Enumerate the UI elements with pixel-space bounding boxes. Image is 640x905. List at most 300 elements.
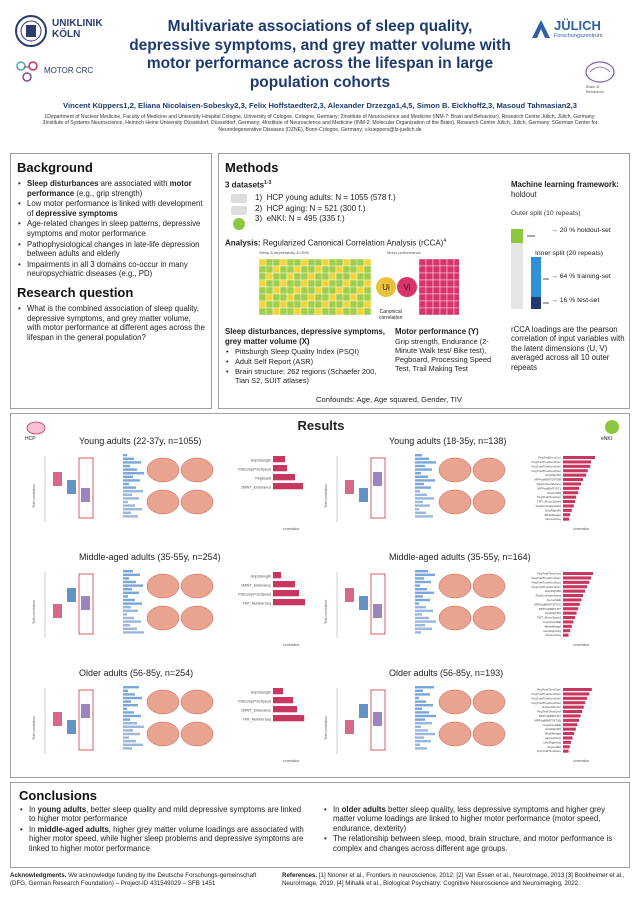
x-matrix-cell [336, 273, 343, 280]
motor-loading-label: PegTrailTimeNonDom [531, 580, 561, 585]
x-loading-bar [415, 476, 428, 478]
y-matrix-cell [447, 301, 454, 308]
y-matrix-cell [433, 273, 440, 280]
title-line-2: depressive symptoms, and grey matter volume with [129, 36, 511, 54]
x-loading-bar [123, 704, 138, 706]
x-matrix-cell [287, 294, 294, 301]
x-loading-bar [123, 747, 132, 749]
conclusions-left [19, 805, 309, 854]
x-loading-bar [415, 736, 424, 738]
x-matrix-cell [273, 301, 280, 308]
result-figure [323, 564, 611, 664]
x-loading-bar [415, 718, 425, 720]
x-matrix-cell [266, 259, 273, 266]
x-matrix-cell [301, 273, 308, 280]
x-matrix-cell [315, 266, 322, 273]
x-matrix-cell [322, 287, 329, 294]
research-question-list [17, 304, 205, 342]
x-matrix-cell [301, 266, 308, 273]
x-matrix-cell [266, 273, 273, 280]
x-matrix-cell [308, 308, 315, 315]
title-line-1: Multivariate associations of sleep quality, [167, 18, 473, 35]
y-matrix-cell [419, 266, 426, 273]
motor-loading-label: PegGripLeftAction [536, 482, 561, 487]
motor-loading-bar [273, 590, 299, 596]
dataset-item: 3) eNKI: N = 495 (335 f.) [255, 214, 345, 223]
x-matrix-cell [280, 301, 287, 308]
result-figure [31, 680, 319, 780]
u-circle-label: Ui [382, 283, 390, 292]
boxplot-box [53, 472, 62, 486]
motor-crc-text: MOTOR CRC [44, 66, 94, 75]
motor-loading-label: PegTrailTimeNonDom [531, 460, 561, 465]
x-matrix-cell [336, 308, 343, 315]
x-matrix-cell [329, 287, 336, 294]
motor-loading-bar [563, 478, 583, 481]
x-loading-bar [415, 708, 422, 710]
x-loading-bar [415, 595, 423, 597]
y-matrix-cell [426, 301, 433, 308]
x-matrix-cell [280, 294, 287, 301]
x-loading-bar [123, 577, 129, 579]
x-loading-bar [415, 577, 424, 579]
x-matrix-cell [259, 259, 266, 266]
background-item: • Sleep disturbances are associated with motor performance (e.g., grip strength) [17, 179, 205, 198]
x-loading-bar [415, 715, 436, 717]
x-loading-bar [123, 711, 134, 713]
x-matrix-cell [273, 266, 280, 273]
x-matrix-cell [287, 273, 294, 280]
motor-loading-bar [563, 745, 570, 748]
x-matrix-cell [357, 294, 364, 301]
x-loading-bar [123, 501, 128, 503]
x-matrix-cell [336, 301, 343, 308]
hcp-logo-icon [231, 194, 247, 203]
title-line-4: population cohorts [249, 73, 391, 91]
background-item: • Age-related changes in sleep patterns, depressive symptoms and motor performance [17, 219, 205, 238]
x-loading-bar [415, 515, 433, 517]
x-matrix-cell [343, 259, 350, 266]
x-loading-bar [123, 718, 130, 720]
motor-loading-bar [563, 513, 570, 516]
brain-surface-icon [181, 722, 213, 746]
highlight-box [371, 458, 385, 518]
boxplot-box [373, 472, 382, 486]
x-matrix-cell [364, 301, 371, 308]
motor-loading-label: 2MWT_Endurance [241, 708, 271, 713]
motor-loading-bar [273, 599, 305, 605]
background-panel [10, 153, 212, 409]
inner-split-label: Inner split (20 repeats) [535, 250, 604, 257]
x-loading-bar [415, 501, 423, 503]
holdout-label: → 20 % holdout-set [551, 227, 611, 234]
motor-xlabel: correlation [283, 759, 300, 763]
y-matrix-cell [454, 273, 459, 280]
rcca-note: rCCA loadings are the pearson correlation of input variables with the latent dimensions (U, V) averaged across all 10 outer repeats [511, 325, 625, 372]
x-matrix-cell [273, 287, 280, 294]
x-loading-bar [415, 588, 427, 590]
x-matrix-cell [273, 280, 280, 287]
x-matrix-cell [336, 259, 343, 266]
hcp-brain-icon [25, 420, 47, 436]
test-label: → 16 % test-set [551, 297, 600, 304]
analysis-line: Analysis: Regularized Canonical Correlation Analysis (rCCA)$^4$ [225, 238, 447, 248]
x-matrix-cell [357, 308, 364, 315]
x-loading-bar [415, 711, 429, 713]
x-loading-bar [123, 461, 141, 463]
x-matrix-cell [287, 308, 294, 315]
x-list [225, 347, 390, 386]
x-matrix-cell [301, 294, 308, 301]
motor-loading-bar [563, 487, 579, 490]
x-loading-bar [123, 722, 137, 724]
methods-panel [218, 153, 630, 409]
y-matrix-cell [419, 287, 426, 294]
y-matrix-cell [447, 287, 454, 294]
motor-loading-bar [563, 465, 590, 468]
x-matrix-cell [343, 287, 350, 294]
boxplot-box [67, 588, 76, 602]
result-panel-title: Older adults (56-85y, n=254) [79, 668, 194, 678]
x-matrix-cell [266, 287, 273, 294]
x-matrix-cell [336, 287, 343, 294]
x-matrix-cell [364, 308, 371, 315]
affiliations: 1Department of Nuclear Medicine, Faculty of Medicine and University Hospital Cologne, University of Cologne, Cologne, Germany; 2Institute of Neuroscience and Medicine (INM-7: Brain and Behaviour), Research Centre Jülich, Jülich, Germany; 3Institute of Systems Neuroscience, Heinrich Heine University Düsseldorf, Düsseldorf, Germany; 4Institute of Neuroscience and Medicine (INM-2: Molecular Organization of the Brain), Research Centre Jülich, Jülich, Germany; 5German Center for Neurodegenerative Diseases (DZNE), Bonn-Cologne, Germany; v.kueppers@fz-juelich.de [42, 114, 598, 133]
motor-loading-bar [563, 598, 581, 601]
boxplot-box [81, 596, 90, 610]
x-matrix-cell [336, 266, 343, 273]
result-panel [323, 668, 611, 780]
x-loading-bar [123, 458, 134, 460]
x-loading-bar [123, 729, 133, 731]
datasets-list [255, 193, 396, 225]
x-matrix-cell [280, 280, 287, 287]
motor-loading-bar [563, 692, 589, 695]
x-loading-bar [123, 479, 140, 481]
motor-loading-label: GripRightAvg [543, 628, 561, 633]
x-matrix-cell [322, 273, 329, 280]
motor-loading-label: GripLeft60 [546, 490, 561, 495]
x-matrix-cell [350, 308, 357, 315]
motor-loading-label: Pegboard [255, 476, 271, 481]
hcp-label: HCP [25, 436, 36, 442]
x-matrix-cell [308, 294, 315, 301]
x-loading-bar [123, 570, 133, 572]
result-panel-title: Middle-aged adults (35-55y, n=164) [389, 552, 531, 562]
x-matrix-cell [259, 301, 266, 308]
x-matrix-cell [287, 280, 294, 287]
motor-loading-bar [273, 483, 303, 489]
conclusion-item: • In older adults better sleep quality, less depressive symptoms and higher grey matter volume loadings are linked to higher motor performance (motor speed, endurance, dexterity) [323, 805, 623, 833]
x-matrix-cell [329, 301, 336, 308]
motor-loading-bar [563, 474, 586, 477]
x-loading-bar [123, 595, 128, 597]
x-matrix-cell [273, 294, 280, 301]
x-matrix-cell [287, 287, 294, 294]
x-matrix-cell [322, 294, 329, 301]
y-title: Motor performance (Y) [395, 327, 479, 336]
y-matrix-cell [426, 259, 433, 266]
motor-loading-bar [563, 625, 572, 628]
x-loading-bar [415, 581, 431, 583]
motor-loading-bar [563, 728, 576, 731]
enki-logo-icon [233, 218, 245, 230]
x-loading-bar [123, 602, 142, 604]
dataset-logos [229, 192, 251, 232]
x-matrix-cell [357, 266, 364, 273]
motor-loading-bar [563, 714, 581, 717]
result-figure [323, 680, 611, 780]
brain-surface-icon [181, 490, 213, 514]
conclusions-right [323, 805, 623, 854]
x-loading-bar [123, 693, 135, 695]
boxplot-box [373, 712, 382, 726]
y-matrix-cell [419, 280, 426, 287]
conclusions-panel [10, 782, 630, 868]
y-matrix-cell [433, 266, 440, 273]
y-matrix-cell [426, 280, 433, 287]
result-panel-title: Older adults (56-85y, n=193) [389, 668, 504, 678]
x-loading-bar [123, 733, 140, 735]
motor-loading-label: 2MWT_Endurance [241, 583, 271, 588]
x-loading-bar [123, 581, 136, 583]
x-matrix-cell [294, 273, 301, 280]
x-matrix-cell [322, 308, 329, 315]
x-matrix-cell [273, 259, 280, 266]
x-loading-bar [123, 715, 141, 717]
x-matrix-cell [315, 294, 322, 301]
dataset-item: 2) HCP aging: N = 521 (300 f.) [255, 203, 366, 213]
background-item: • Low motor performance is linked with development of depressive symptoms [17, 199, 205, 218]
y-matrix-cell [454, 280, 459, 287]
x-matrix-cell [259, 273, 266, 280]
motor-loading-label: PegTrailTimeDom [537, 495, 561, 500]
x-loading-bar [415, 512, 426, 514]
boxplot-box [359, 596, 368, 610]
x-loading-bar [123, 486, 136, 488]
x-title: Sleep disturbances, depressive symptoms, grey matter volume (X) [225, 327, 385, 346]
motor-loading-label: CognitiveSEE [542, 722, 561, 727]
y-matrix-cell [454, 259, 459, 266]
x-loading-bar [123, 708, 127, 710]
x-matrix-cell [266, 266, 273, 273]
brain-surface-icon [147, 490, 179, 514]
motor-loading-label: MPPcallBMT-RT1 [537, 486, 561, 491]
x-matrix-cell [329, 259, 336, 266]
x-matrix-cell [301, 301, 308, 308]
x-loading-bar [415, 602, 419, 604]
result-figure [31, 448, 319, 548]
motor-loading-bar [563, 612, 577, 615]
motor-loading-label: TMT_MotorSpeed [536, 499, 561, 504]
motor-loading-label: GripLeftAvg [545, 517, 561, 522]
x-loading-bar [415, 620, 436, 622]
x-matrix-cell [350, 301, 357, 308]
result-panel-title: Young adults (22-37y, n=1055) [79, 436, 202, 446]
x-matrix-cell [259, 280, 266, 287]
motor-loading-bar [563, 581, 589, 584]
motor-loading-bar [563, 482, 581, 485]
boxplot-box [81, 704, 90, 718]
enki-brain-icon [603, 418, 621, 436]
x-matrix-cell [280, 266, 287, 273]
motor-loading-bar [563, 719, 579, 722]
brain-surface-icon [181, 690, 213, 714]
x-matrix-cell [329, 273, 336, 280]
y-matrix-cell [440, 301, 447, 308]
x-matrix-cell [273, 308, 280, 315]
x-matrix-cell [343, 308, 350, 315]
x-matrix-cell [287, 301, 294, 308]
highlight-box [79, 690, 93, 750]
y-matrix-cell [440, 259, 447, 266]
background-item: • Pathophysiological changes in late-life depression between adults and elderly [17, 240, 205, 259]
x-loading-bar [415, 465, 425, 467]
v-circle-label: Vi [403, 283, 411, 292]
x-matrix-cell [364, 280, 371, 287]
y-matrix-cell [454, 308, 459, 315]
x-loading-bar [415, 704, 433, 706]
motor-loading-bar [563, 607, 578, 610]
brain-surface-icon [473, 606, 505, 630]
x-matrix-cell [364, 294, 371, 301]
x-matrix-cell [280, 273, 287, 280]
motor-loading-label: MPPcallBMTDF70B [534, 477, 561, 482]
x-loading-bar [123, 700, 131, 702]
motor-loading-label: 2MWT_Endurance [241, 485, 271, 490]
x-matrix-cell [364, 266, 371, 273]
x-matrix-cell [287, 259, 294, 266]
juelich-sub: Forschungszentrum [554, 33, 603, 39]
results-title: Results [297, 418, 345, 433]
x-loading-bar [415, 697, 419, 699]
x-loading-bar [415, 747, 427, 749]
motor-loading-bar [563, 500, 575, 503]
x-loading-bar [415, 486, 431, 488]
confounds: Confounds: Age, Age squared, Gender, TIV [316, 395, 462, 404]
brain-surface-icon [147, 574, 179, 598]
y-matrix-cell [426, 266, 433, 273]
motor-loading-bar [563, 750, 569, 753]
x-matrix-cell [357, 273, 364, 280]
uniklinik-text: UNIKLINIK KÖLN [52, 18, 103, 40]
y-matrix-cell [433, 259, 440, 266]
x-matrix-cell [343, 273, 350, 280]
brain-surface-icon [439, 490, 471, 514]
x-matrix-cell [343, 301, 350, 308]
x-matrix-cell [315, 273, 322, 280]
x-matrix-cell [364, 259, 371, 266]
x-loading-bar [415, 490, 420, 492]
boxplot-box [373, 604, 382, 618]
motor-xlabel: correlation [283, 643, 300, 647]
x-loading-bar [415, 468, 432, 470]
motor-loading-label: GripRight60 [544, 508, 561, 513]
y-matrix-cell [447, 308, 454, 315]
x-matrix-cell [280, 287, 287, 294]
motor-loading-label: PegTrailDomCon [538, 455, 561, 460]
y-matrix-cell [419, 294, 426, 301]
motor-loading-bar [563, 518, 569, 521]
brain-surface-icon [181, 458, 213, 482]
x-matrix-cell [308, 259, 315, 266]
x-matrix-cell [364, 273, 371, 280]
motor-loading-bar [563, 572, 593, 575]
motor-loading-bar [563, 723, 577, 726]
brain-surface-icon [181, 606, 213, 630]
y-matrix-cell [440, 287, 447, 294]
x-matrix-cell [294, 259, 301, 266]
y-matrix-cell [440, 266, 447, 273]
x-loading-bar [415, 479, 435, 481]
x-loading-bar [123, 504, 135, 506]
x-matrix-cell [266, 280, 273, 287]
x-loading-bar [415, 631, 421, 633]
motor-loading-label: GripLeftAction [541, 705, 561, 710]
x-loading-bar [123, 584, 143, 586]
x-matrix-cell [294, 301, 301, 308]
motor-loading-label: PatCompProcSpeed [238, 592, 271, 597]
x-loading-bar [415, 599, 430, 601]
motor-xlabel: correlation [573, 759, 590, 763]
brain-surface-icon [439, 606, 471, 630]
x-matrix-cell [259, 308, 266, 315]
x-matrix-cell [336, 294, 343, 301]
acknowledgments: Acknowledgments. We acknowledge funding by the Deutsche Forschungs-gemeinschaft (DFG, German Research Foundation) – Project-ID 431549029 – SFB 1451 [10, 872, 257, 887]
x-matrix-cell [294, 308, 301, 315]
x-loading-bar [415, 690, 423, 692]
x-loading-bar [415, 726, 421, 728]
x-loading-bar [415, 472, 421, 474]
x-matrix-cell [350, 273, 357, 280]
outer-split-label: Outer split (10 repeats) [511, 210, 581, 217]
dataset-item: 1) HCP young adults: N = 1055 (578 f.) [255, 193, 396, 202]
motor-loading-label: PegTrailTimeNonDom [531, 700, 561, 705]
motor-loading-bar [273, 688, 283, 694]
result-panel [31, 668, 319, 780]
motor-loading-label: TMT_NumberSeq [242, 717, 271, 722]
brain-surface-icon [439, 574, 471, 598]
motor-loading-label: PegTrailTimeNonDom [531, 464, 561, 469]
x-loading-bar [123, 726, 144, 728]
boxplot-box [359, 704, 368, 718]
x-matrix-cell [329, 294, 336, 301]
x-matrix-cell [301, 259, 308, 266]
boxplot-ylabel: Test correlation [32, 716, 36, 740]
x-loading-bar [123, 465, 130, 467]
x-matrix-cell [315, 287, 322, 294]
motor-loading-label: PegTrailTimeDom [537, 571, 561, 576]
motor-loading-label: GripStrength [250, 690, 271, 695]
university-seal-icon [14, 14, 48, 48]
x-matrix-cell [266, 308, 273, 315]
x-loading-bar [123, 497, 139, 499]
motor-loading-label: BikeMileage [544, 512, 561, 517]
x-matrix-cell [280, 308, 287, 315]
x-loading-bar [123, 697, 142, 699]
motor-loading-label: GripStrength [250, 574, 271, 579]
x-loading-bar [415, 722, 432, 724]
brain-surface-icon [473, 458, 505, 482]
y-matrix-cell [447, 294, 454, 301]
x-matrix-cell [287, 266, 294, 273]
x-loading-bar [123, 599, 135, 601]
research-question-title: Research question [17, 284, 134, 300]
motor-loading-bar [563, 620, 573, 623]
brain-behaviour-text: Brain & Behaviour [586, 84, 605, 94]
y-text: Grip strength, Endurance (2-Minute Walk test/ Bike test), Pegboard, Processing Speed Test, Trail Making Test [395, 337, 492, 373]
x-matrix-cell [259, 294, 266, 301]
